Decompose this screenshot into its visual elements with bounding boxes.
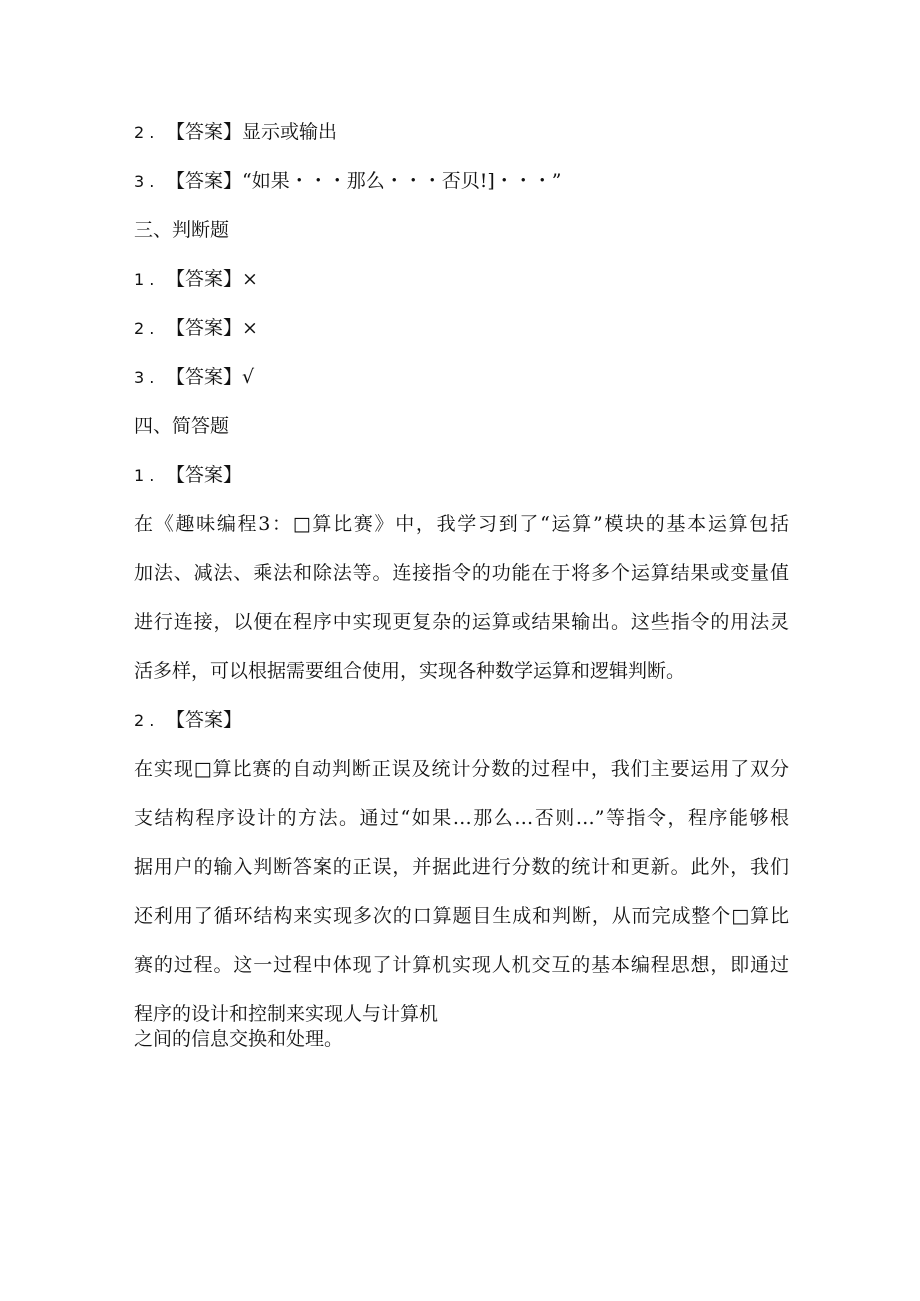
paragraph-line: 赛的过程。这一过程中体现了计算机实现人机交互的基本编程思想，即通过 bbox=[134, 954, 789, 976]
section-heading: 三、判断题 bbox=[134, 219, 230, 241]
paragraph-line: 据用户的输入判断答案的正误，并据此进行分数的统计和更新。此外，我们 bbox=[134, 856, 789, 878]
paragraph-line: 进行连接，以便在程序中实现更复杂的运算或结果输出。这些指令的用法灵 bbox=[134, 611, 789, 633]
item-number: 1 . bbox=[134, 270, 155, 289]
paragraph-line: 活多样，可以根据需要组合使用，实现各种数学运算和逻辑判断。 bbox=[134, 660, 686, 682]
item-number: 3 . bbox=[134, 172, 155, 191]
answer-line bbox=[134, 120, 337, 145]
paragraph-line: 加法、减法、乘法和除法等。连接指令的功能在于将多个运算结果或变量值 bbox=[134, 562, 789, 584]
answer-line bbox=[134, 708, 242, 733]
answer-text: 【答案】“如果・・・那么・・・否贝!]・・・” bbox=[166, 170, 562, 192]
item-number: 2 . bbox=[134, 711, 155, 730]
item-number: 1 . bbox=[134, 466, 155, 485]
paragraph-line: 在实现□算比赛的自动判断正误及统计分数的过程中，我们主要运用了双分 bbox=[134, 758, 789, 780]
answer-label: 【答案】 bbox=[166, 464, 243, 486]
answer-text: 【答案】× bbox=[166, 268, 258, 290]
answer-line bbox=[134, 169, 561, 194]
answer-text: 【答案】显示或输出 bbox=[166, 121, 338, 143]
answer-text: 【答案】√ bbox=[166, 366, 255, 388]
item-number: 3 . bbox=[134, 368, 155, 387]
answer-line bbox=[134, 365, 254, 390]
answer-label: 【答案】 bbox=[166, 709, 243, 731]
paragraph-line: 在《趣味编程3：□算比赛》中，我学习到了“运算”模块的基本运算包括 bbox=[134, 513, 789, 535]
answer-text: 【答案】× bbox=[166, 317, 258, 339]
paragraph-line: 程序的设计和控制来实现人与计算机 bbox=[134, 1003, 439, 1025]
item-number: 2 . bbox=[134, 123, 155, 142]
paragraph-line: 之间的信息交换和处理。 bbox=[134, 1028, 344, 1050]
answer-line bbox=[134, 267, 258, 292]
section-heading: 四、简答题 bbox=[134, 415, 230, 437]
answer-line bbox=[134, 316, 258, 341]
answer-line bbox=[134, 463, 242, 488]
item-number: 2 . bbox=[134, 319, 155, 338]
paragraph-line: 还利用了循环结构来实现多次的口算题目生成和判断，从而完成整个□算比 bbox=[134, 905, 789, 927]
paragraph-line: 支结构程序设计的方法。通过“如果…那么…否则…”等指令，程序能够根 bbox=[134, 807, 789, 829]
